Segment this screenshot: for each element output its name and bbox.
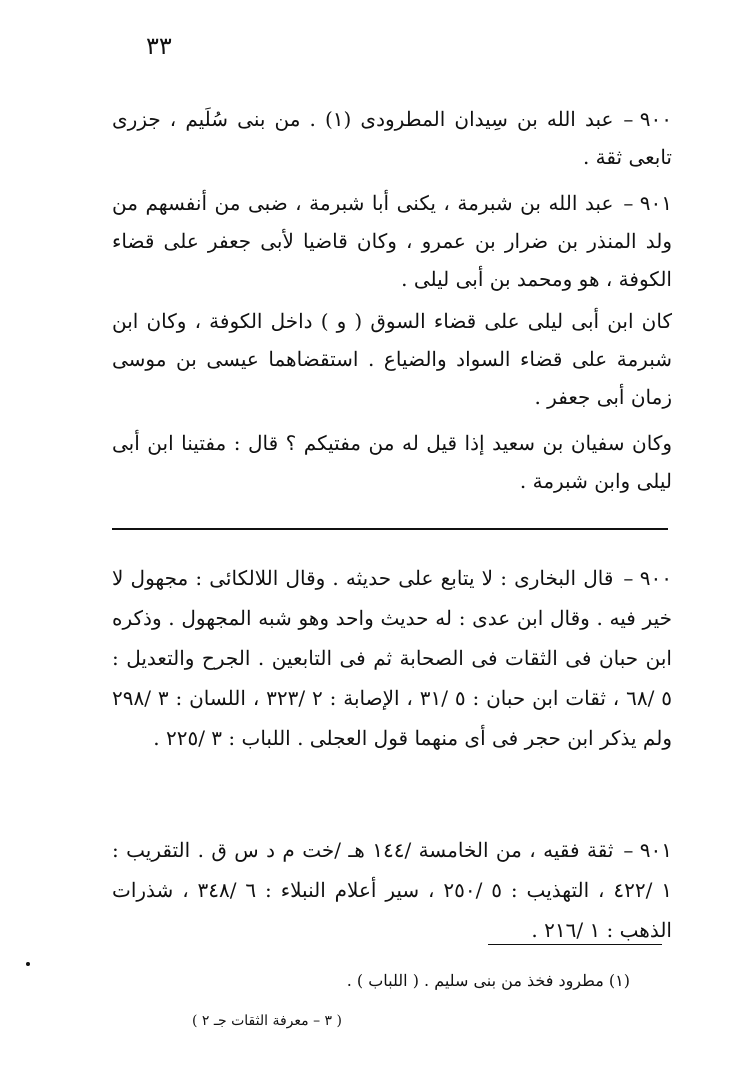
page-number: ٣٣ <box>146 32 172 60</box>
stray-mark <box>26 962 30 966</box>
footnote-number: ٩٠٠ – <box>623 566 672 590</box>
footnote-text: قال البخارى : لا يتابع على حديثه . وقال اللالكائى : مجهول لا خير فيه . وقال ابن عدى : له حديث واحد وهو شبه المجهول . وذكره ابن حبان فى الثقات فى الصحابة ثم فى التابعين . الجرح والتعديل : ٥ /٦٨ ، ثقات ابن حبان : ٥ /٣١ ، الإصابة : ٢ /٣٢٣ ، اللسان : ٣ /٢٩٨ ولم يذكر ابن حجر فى أى منهما قول العجلى . اللباب : ٣ /٢٢٥ . <box>112 566 672 750</box>
paragraph-sufyan: وكان سفيان بن سعيد إذا قيل له من مفتيكم ؟ قال : مفتينا ابن أبى ليلى وابن شبرمة . <box>112 431 672 493</box>
note-separator <box>488 944 662 945</box>
paragraph-judges: كان ابن أبى ليلى على قضاء السوق ( و ) داخل الكوفة ، وكان ابن شبرمة على قضاء السواد والضياع . استقضاهما عيسى بن موسى زمان أبى جعفر . <box>112 309 672 409</box>
marginal-note: (١) مطرود فخذ من بنى سليم . ( اللباب ) . <box>346 971 630 990</box>
entry-text: عبد الله بن سِيدان المطرودى (١) . من بنى سُلَيم ، جزرى تابعى ثقة . <box>112 107 672 169</box>
footnote-number: ٩٠١ – <box>623 838 672 862</box>
entry-901 <box>112 184 672 298</box>
entry-number: ٩٠٠ – <box>623 107 673 131</box>
entry-text: عبد الله بن شبرمة ، يكنى أبا شبرمة ، ضبى من أنفسهم من ولد المنذر بن ضرار بن عمرو ، وكان قاضيا لأبى جعفر على قضاء الكوفة ، هو ومحمد بن أبى ليلى . <box>112 191 672 291</box>
entry-number: ٩٠١ – <box>623 191 672 215</box>
footnote-separator <box>112 528 668 530</box>
footnote-entry-900 <box>112 558 672 758</box>
footnote-entry-901 <box>112 830 672 950</box>
entry-900 <box>112 100 672 176</box>
footnote-text: ثقة فقيه ، من الخامسة /١٤٤ هـ /خت م د س ق . التقريب : ١ /٤٢٢ ، التهذيب : ٥ /٢٥٠ ، سير أعلام النبلاء : ٦ /٣٤٨ ، شذرات الذهب : ١ /٢١٦ . <box>112 838 673 942</box>
signature-line: ( ٣ – معرفة الثقات جـ ٢ ) <box>192 1013 342 1029</box>
